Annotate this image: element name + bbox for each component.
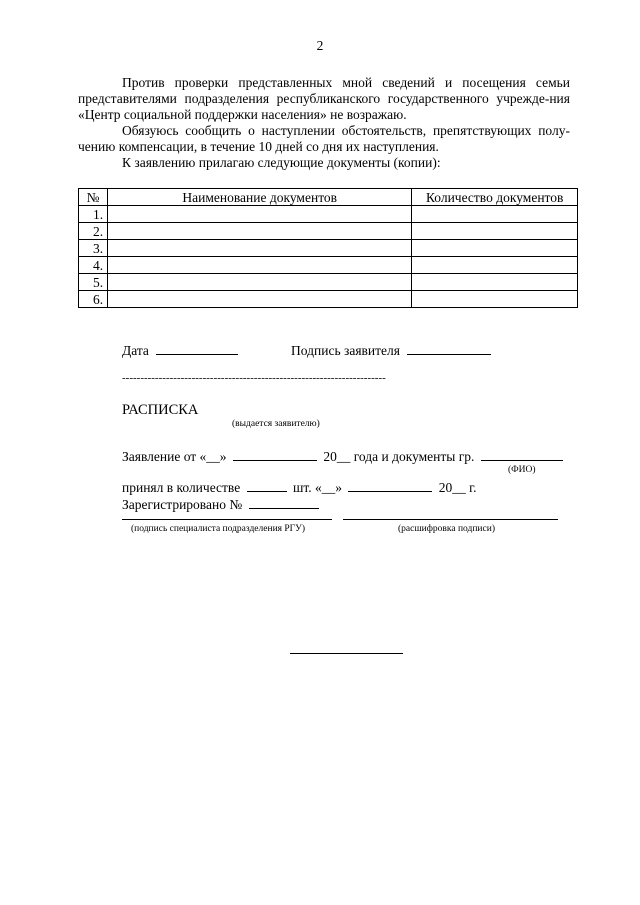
signature-decode-note: (расшифровка подписи) <box>398 524 495 534</box>
consent-paragraph: Против проверки представленных мной сведений и посещения семьи представителями подразделения республиканского государственного учрежде-ния «Центр социальной поддержки населения» не возражаю. <box>78 75 570 122</box>
document-count-cell[interactable] <box>412 257 578 274</box>
intro-text <box>78 75 570 171</box>
specialist-signature-note: (подпись специалиста подразделения РГУ) <box>131 524 306 534</box>
receipt-title-note: (выдается заявителю) <box>232 419 320 429</box>
header-document-count: Количество документов <box>412 189 578 206</box>
accepted-date-label: шт. «__» <box>292 480 342 495</box>
document-count-cell[interactable] <box>412 223 578 240</box>
row-number: 3. <box>79 240 108 257</box>
date-field[interactable] <box>156 340 238 355</box>
documents-table <box>78 188 578 308</box>
attachments-paragraph: К заявлению прилагаю следующие документы (копии): <box>122 155 441 170</box>
document-name-cell[interactable] <box>108 240 412 257</box>
accepted-count-label: принял в количестве <box>122 480 241 495</box>
application-month-field[interactable] <box>233 446 317 461</box>
accepted-year-label: 20__ г. <box>438 480 477 495</box>
document-name-cell[interactable] <box>108 206 412 223</box>
table-row <box>79 240 578 257</box>
document-count-cell[interactable] <box>412 274 578 291</box>
row-number: 1. <box>79 206 108 223</box>
receipt-line-registered <box>122 494 319 513</box>
document-name-cell[interactable] <box>108 223 412 240</box>
citizen-name-field[interactable] <box>481 446 563 461</box>
row-number: 4. <box>79 257 108 274</box>
row-number: 2. <box>79 223 108 240</box>
document-name-cell[interactable] <box>108 291 412 308</box>
registration-label: Зарегистрировано № <box>122 497 243 512</box>
table-header-row <box>79 189 578 206</box>
receipt-line-application <box>122 446 563 465</box>
page-end-line <box>290 653 403 654</box>
date-label: Дата <box>122 343 149 358</box>
document-name-cell[interactable] <box>108 257 412 274</box>
table-row <box>79 291 578 308</box>
receipt-title: РАСПИСКА <box>122 402 199 418</box>
applicant-signature-field[interactable] <box>407 340 491 355</box>
date-signature-row <box>122 340 491 359</box>
row-number: 5. <box>79 274 108 291</box>
accepted-month-field[interactable] <box>348 477 432 492</box>
row-number: 6. <box>79 291 108 308</box>
document-quantity-field[interactable] <box>247 477 287 492</box>
document-name-cell[interactable] <box>108 274 412 291</box>
application-date-label: Заявление от «__» <box>122 449 227 464</box>
table-row <box>79 257 578 274</box>
applicant-signature-label: Подпись заявителя <box>291 343 400 358</box>
document-count-cell[interactable] <box>412 291 578 308</box>
fio-note: (ФИО) <box>508 465 536 475</box>
cut-line: ------------------------------------------------------------------------ <box>122 372 386 384</box>
specialist-signature-line[interactable] <box>122 519 332 520</box>
document-count-cell[interactable] <box>412 240 578 257</box>
table-row <box>79 206 578 223</box>
obligation-paragraph: Обязуюсь сообщить о наступлении обстоятельств, препятствующих полу-чению компенсации, в течение 10 дней со дня их наступления. <box>78 123 570 154</box>
header-number: № <box>79 189 108 206</box>
table-row <box>79 274 578 291</box>
registration-number-field[interactable] <box>249 494 319 509</box>
page-number: 2 <box>316 38 324 53</box>
application-year-label: 20__ года и документы гр. <box>323 449 475 464</box>
table-row <box>79 223 578 240</box>
signature-decode-line[interactable] <box>343 519 558 520</box>
document-count-cell[interactable] <box>412 206 578 223</box>
header-document-name: Наименование документов <box>108 189 412 206</box>
